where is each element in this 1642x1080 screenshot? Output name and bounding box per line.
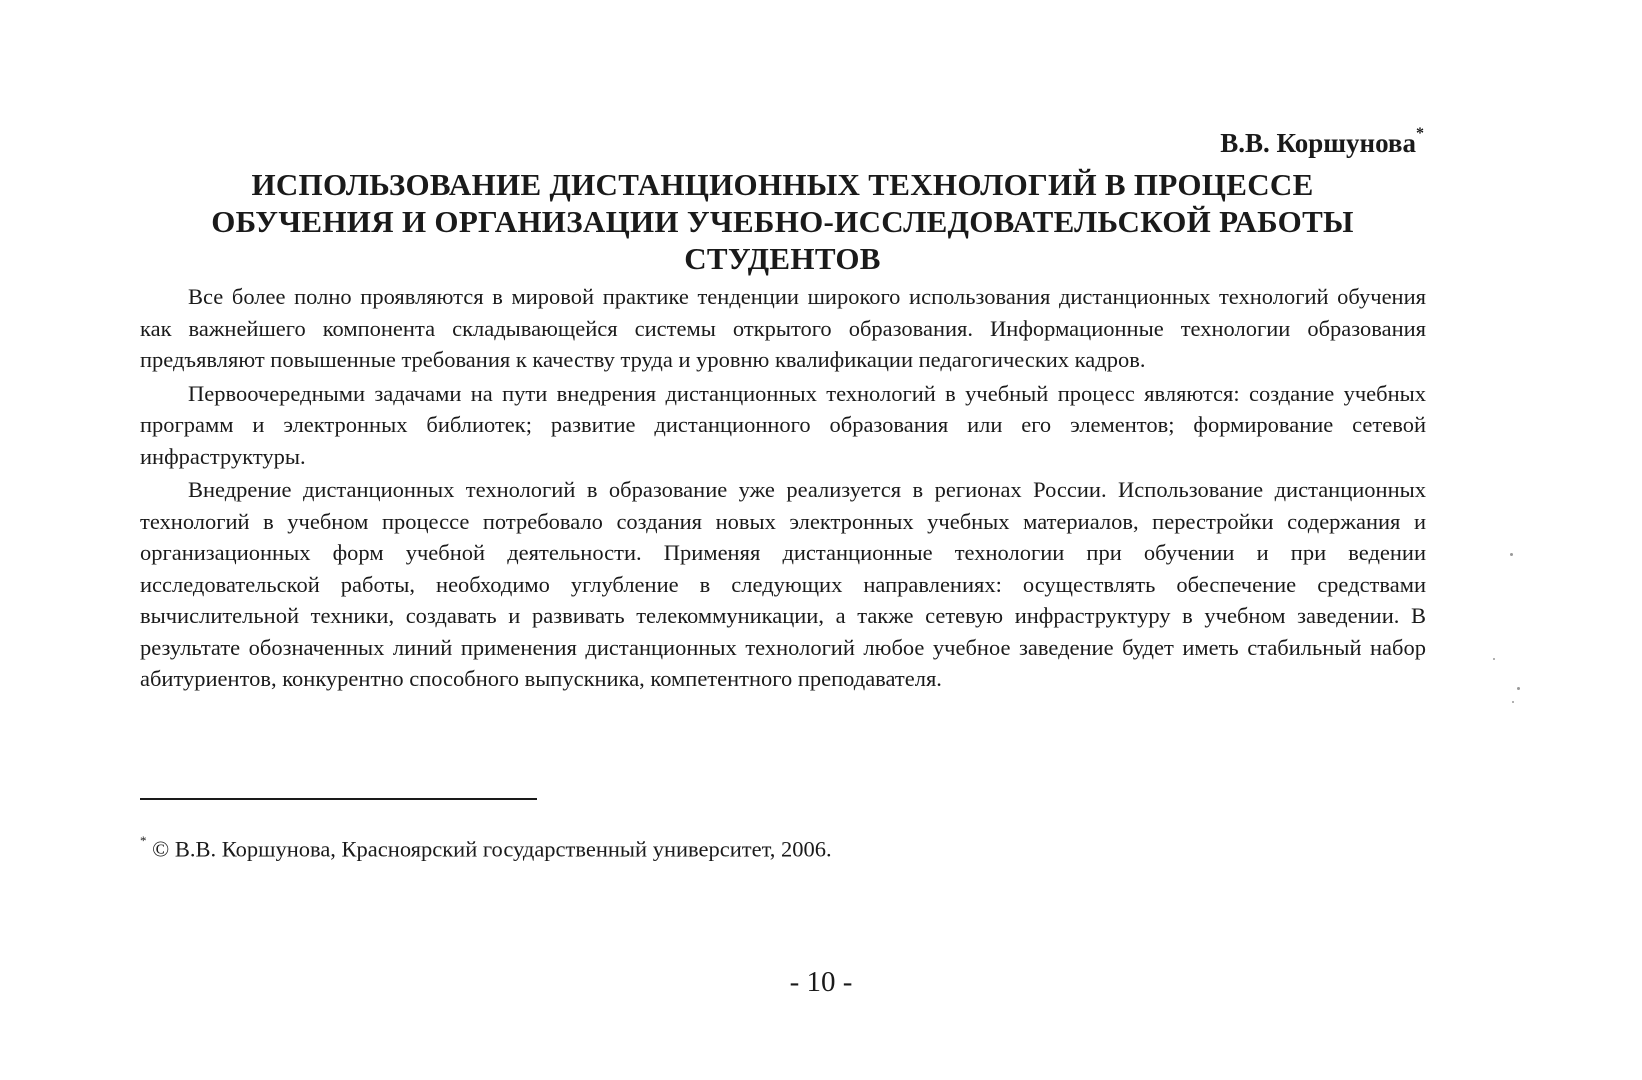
paragraph-3: Внедрение дистанционных технологий в образование уже реализуется в регионах России. Использование дистанционных технологий в учебном процессе потребовало создания новых электронных учебных материалов, перестройки содержания и организационных форм учебной деятельности. Применяя дистанционные технологии при обучении и при ведении исследовательской работы, необходимо углубление в следующих направлениях: осуществлять обеспечение средствами вычислительной техники, создавать и развивать телекоммуникации, а также сетевую инфраструктуру в учебном заведении. В результате обозначенных линий применения дистанционных технологий любое учебное заведение будет иметь стабильный набор абитуриентов, конкурентно способного выпускника, компетентного преподавателя. [140, 477, 1426, 691]
title-line-1: ИСПОЛЬЗОВАНИЕ ДИСТАНЦИОННЫХ ТЕХНОЛОГИЙ В ПРОЦЕССЕ [251, 167, 1314, 202]
footnote-mark: * [140, 833, 147, 848]
paragraph-2: Первоочередными задачами на пути внедрения дистанционных технологий в учебный процесс являются: создание учебных программ и электронных библиотек; развитие дистанционного образования или его элементов; формирование сетевой инфраструктуры. [140, 380, 1426, 469]
author-footnote-mark: * [1416, 125, 1424, 142]
paragraph-1: Все более полно проявляются в мировой практике тенденции широкого использования дистанционных технологий обучения как важнейшего компонента складывающейся системы открытого образования. Информационные технологии образования предъявляют повышенные требования к качеству труда и уровню квалификации педагогических кадров. [140, 284, 1426, 372]
page-number: - 10 - [789, 966, 853, 998]
article-body [140, 281, 1426, 697]
footnote-text: © В.В. Коршунова, Красноярский государственный университет, 2006. [152, 836, 832, 862]
title-line-3: СТУДЕНТОВ [684, 241, 881, 276]
scan-speck [1517, 687, 1520, 690]
title-line-2: ОБУЧЕНИЯ И ОРГАНИЗАЦИИ УЧЕБНО-ИССЛЕДОВАТЕЛЬСКОЙ РАБОТЫ [211, 204, 1354, 239]
footnote-separator [140, 798, 537, 800]
author-name: В.В. Коршунова [1220, 128, 1416, 158]
article-title [140, 166, 1425, 277]
footnote [140, 833, 832, 863]
scan-speck [1493, 658, 1495, 660]
scan-speck [1512, 701, 1514, 703]
author-line [1220, 125, 1424, 159]
scan-speck [1510, 553, 1513, 556]
